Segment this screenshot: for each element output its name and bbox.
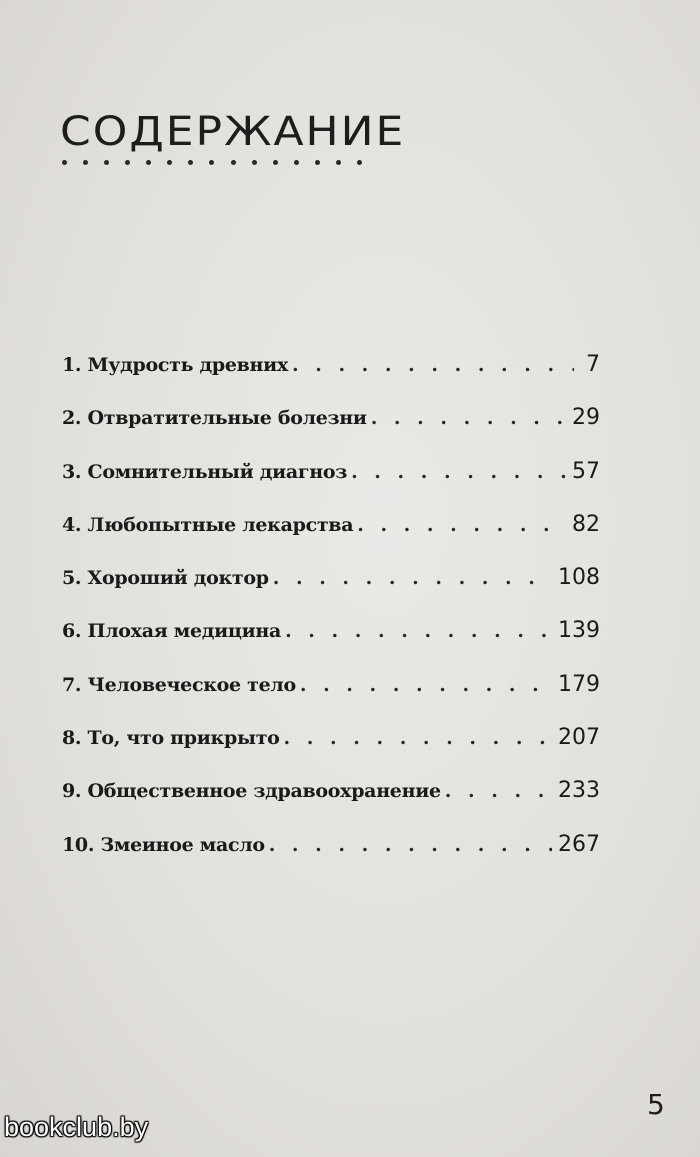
- toc-entry: [62, 512, 600, 565]
- toc-entry-title: 5. Хороший доктор: [62, 567, 269, 590]
- toc-entry: [62, 405, 600, 458]
- toc-entry-page: 179: [558, 671, 600, 697]
- toc-entry: [62, 352, 600, 405]
- toc-dot-leader: [273, 567, 552, 589]
- toc-entry-page: 57: [572, 458, 600, 484]
- toc-entry: [62, 618, 600, 671]
- toc-entry-page: 207: [558, 725, 600, 751]
- toc-entry-page: 29: [572, 405, 600, 431]
- toc-dot-leader: [357, 514, 566, 536]
- table-of-contents: [62, 352, 600, 885]
- toc-entry-page: 82: [572, 511, 600, 537]
- toc-dot-leader: [269, 834, 552, 856]
- toc-entry-title: 6. Плохая медицина: [62, 620, 282, 643]
- toc-dot-leader: [284, 727, 552, 749]
- toc-entry-title: 3. Сомнительный диагноз: [62, 460, 348, 483]
- toc-entry-title: 1. Мудрость древних: [62, 354, 288, 376]
- heading-dot-ornament: [62, 160, 362, 168]
- toc-entry-title: 9. Общественное здравоохранение: [62, 780, 441, 803]
- toc-dot-leader: [300, 674, 552, 696]
- toc-entry: [62, 672, 600, 725]
- toc-dot-leader: [445, 780, 552, 802]
- page-title: СОДЕРЖАНИЕ: [60, 108, 406, 155]
- toc-entry-page: 233: [558, 778, 600, 804]
- toc-entry: [62, 459, 600, 512]
- toc-entry-title: 10. Змеиное масло: [62, 833, 265, 856]
- toc-entry-title: 4. Любопытные лекарства: [62, 513, 354, 536]
- toc-entry: [62, 778, 600, 831]
- toc-entry-page: 267: [558, 831, 600, 857]
- toc-entry: [62, 565, 600, 618]
- toc-entry-page: 108: [558, 565, 600, 591]
- toc-entry-title: 8. То, что прикрыто: [62, 727, 280, 750]
- toc-dot-leader: [285, 620, 552, 642]
- page-number: 5: [647, 1088, 665, 1121]
- toc-dot-leader: [292, 354, 574, 376]
- toc-entry-title: 2. Отвратительные болезни: [62, 407, 367, 430]
- toc-dot-leader: [351, 461, 566, 483]
- toc-dot-leader: [371, 407, 566, 429]
- toc-entry-page: 139: [558, 618, 600, 644]
- site-watermark: bookclub.by: [4, 1112, 149, 1142]
- toc-entry-page: 7: [586, 352, 600, 377]
- toc-entry: [62, 725, 600, 778]
- toc-entry-title: 7. Человеческое тело: [62, 673, 296, 696]
- toc-entry: [62, 832, 600, 885]
